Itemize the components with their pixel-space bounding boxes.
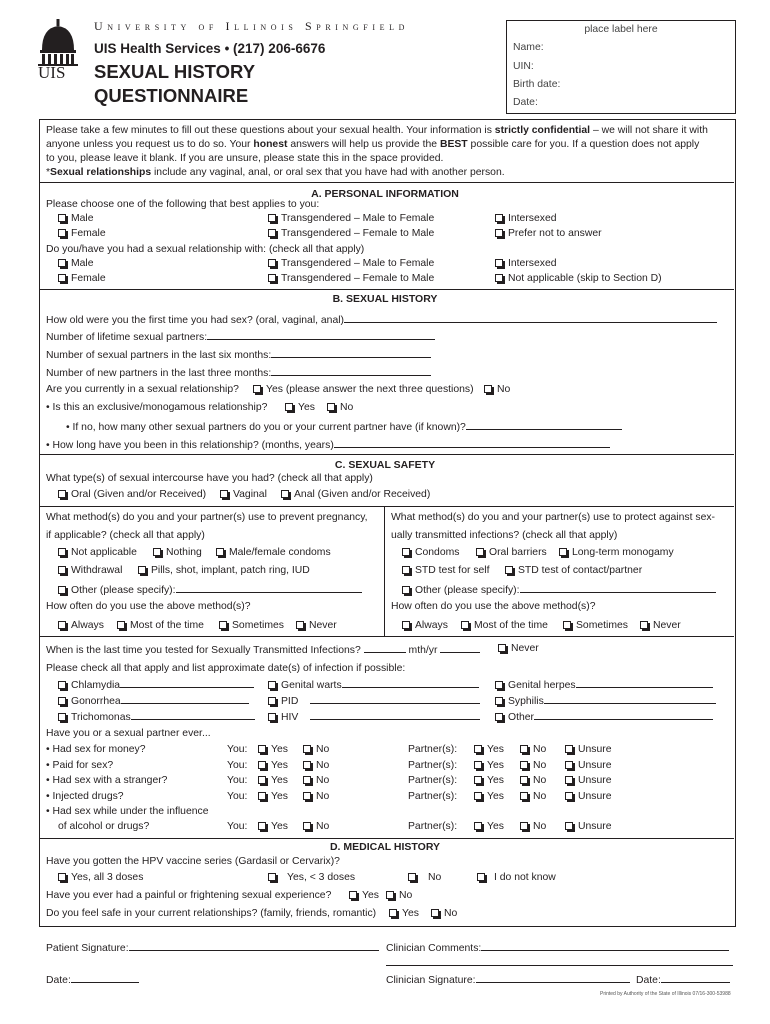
- c-prevent-nothing[interactable]: Nothing: [153, 547, 202, 559]
- ever-item-3: • Injected drugs?: [46, 791, 124, 802]
- ever-partner-yes-2[interactable]: Yes: [474, 775, 504, 787]
- section-d-title: D. MEDICAL HISTORY: [329, 841, 441, 853]
- label-uin: UIN:: [513, 61, 534, 72]
- c-inf-syphilis[interactable]: Syphilis: [495, 694, 716, 708]
- c-prevent-other[interactable]: Other (please specify):: [58, 583, 362, 597]
- ever-you-yes-3[interactable]: Yes: [258, 791, 288, 803]
- ever-partner-label-3: Partner(s):: [408, 791, 458, 802]
- a-q1-prefer-not[interactable]: Prefer not to answer: [495, 228, 602, 240]
- ever-item-4-line2: of alcohol or drugs?: [58, 821, 150, 832]
- ever-you-label-1: You:: [227, 760, 248, 771]
- intro-line3: to you, please leave it blank. If you are unsure, please state this in the space provided.: [46, 153, 444, 164]
- c-inf-genital-warts[interactable]: Genital warts: [268, 678, 479, 692]
- b-q1[interactable]: How old were you the first time you had sex? (oral, vaginal, anal): [46, 313, 717, 327]
- a-q1-trans-mtf[interactable]: Transgendered – Male to Female: [268, 213, 434, 225]
- label-name: Name:: [513, 42, 544, 53]
- ever-partner-no-2[interactable]: No: [520, 775, 546, 787]
- ever-item-2: • Had sex with a stranger?: [46, 775, 168, 786]
- c-prevent-condoms[interactable]: Male/female condoms: [216, 547, 331, 559]
- ever-partner-unsure-4[interactable]: Unsure: [565, 821, 612, 833]
- c-sti-test-never[interactable]: Never: [498, 643, 539, 655]
- a-q2-not-applicable[interactable]: Not applicable (skip to Section D): [495, 273, 662, 285]
- c-sti-q2: ually transmitted infections? (check all that apply): [391, 530, 618, 541]
- c-q1-oral[interactable]: Oral (Given and/or Received): [58, 489, 206, 501]
- ever-partner-label-0: Partner(s):: [408, 744, 458, 755]
- section-c-title: C. SEXUAL SAFETY: [334, 459, 436, 471]
- b-q4[interactable]: Number of new partners in the last three months:: [46, 366, 431, 380]
- d-q3-yes[interactable]: Yes: [389, 908, 419, 920]
- d-q3-no[interactable]: No: [431, 908, 457, 920]
- c-inf-trichomonas[interactable]: Trichomonas: [58, 710, 255, 724]
- ever-partner-no-1[interactable]: No: [520, 760, 546, 772]
- a-q1-male[interactable]: Male: [58, 213, 94, 225]
- ever-you-label-4: You:: [227, 821, 248, 832]
- ever-you-no-1[interactable]: No: [303, 760, 329, 772]
- university-name: University of Illinois Springfield: [94, 19, 409, 33]
- ever-partner-yes-0[interactable]: Yes: [474, 744, 504, 756]
- c-sti-often-q: How often do you use the above method(s)?: [391, 601, 596, 612]
- ever-item-4: • Had sex while under the influence: [46, 806, 209, 817]
- c-sti-never[interactable]: Never: [640, 620, 681, 632]
- logo-text: UIS: [38, 63, 66, 82]
- c-sti-q: What method(s) do you and your partner(s) use to protect against sex-: [391, 512, 715, 523]
- c-prevent-often-q: How often do you use the above method(s)?: [46, 601, 251, 612]
- ever-you-label-0: You:: [227, 744, 248, 755]
- ever-you-no-4[interactable]: No: [303, 821, 329, 833]
- ever-item-1: • Paid for sex?: [46, 760, 114, 771]
- b-q3[interactable]: Number of sexual partners in the last six months:: [46, 348, 431, 362]
- ever-you-yes-4[interactable]: Yes: [258, 821, 288, 833]
- a-q2-intersexed[interactable]: Intersexed: [495, 258, 557, 270]
- d-q2: Have you ever had a painful or frightening sexual experience?: [46, 890, 332, 901]
- ever-partner-yes-4[interactable]: Yes: [474, 821, 504, 833]
- page-title-line1: SEXUAL HISTORY: [94, 61, 256, 82]
- ever-you-yes-2[interactable]: Yes: [258, 775, 288, 787]
- a-q1-intersexed[interactable]: Intersexed: [495, 213, 557, 225]
- c-inf-chlamydia[interactable]: Chlamydia: [58, 678, 254, 692]
- ever-partner-unsure-0[interactable]: Unsure: [565, 744, 612, 756]
- ever-partner-no-4[interactable]: No: [520, 821, 546, 833]
- c-sti-monogamy[interactable]: Long-term monogamy: [559, 547, 674, 559]
- ever-item-0: • Had sex for money?: [46, 744, 146, 755]
- c-sti-oral-barriers[interactable]: Oral barriers: [476, 547, 547, 559]
- d-q2-yes[interactable]: Yes: [349, 890, 379, 902]
- ever-partner-no-3[interactable]: No: [520, 791, 546, 803]
- c-sti-always[interactable]: Always: [402, 620, 448, 632]
- clinician-comments-line2[interactable]: [386, 965, 733, 966]
- c-sti-condoms[interactable]: Condoms: [402, 547, 459, 559]
- c-prevent-not-applicable[interactable]: Not applicable: [58, 547, 137, 559]
- intro-line2: anyone unless you request us to do so. Your honest answers will help us provide the BEST possible care for you. If a question does not apply: [46, 139, 700, 150]
- c-ever-q: Have you or a sexual partner ever...: [46, 728, 211, 739]
- b-q6: • Is this an exclusive/monogamous relationship?: [46, 402, 268, 413]
- label-box: [506, 20, 736, 114]
- d-q1-no[interactable]: No: [408, 872, 441, 884]
- c-inf-other[interactable]: Other: [495, 710, 713, 724]
- a-q1-female[interactable]: Female: [58, 228, 106, 240]
- c-prevent-most[interactable]: Most of the time: [117, 620, 204, 632]
- c-prevent-always[interactable]: Always: [58, 620, 104, 632]
- ever-you-yes-1[interactable]: Yes: [258, 760, 288, 772]
- intro-line4: *Sexual relationships include any vaginal, anal, or oral sex that you have had with another person.: [46, 167, 505, 178]
- b-q7[interactable]: • If no, how many other sexual partners do you or your current partner have (if known)?: [66, 420, 622, 434]
- section-a-title: A. PERSONAL INFORMATION: [311, 188, 459, 200]
- b-q6-no[interactable]: No: [327, 402, 353, 414]
- c-sti-test-partner[interactable]: STD test of contact/partner: [505, 565, 642, 577]
- a-q2-trans-ftm[interactable]: Transgendered – Female to Male: [268, 273, 434, 285]
- ever-you-no-3[interactable]: No: [303, 791, 329, 803]
- d-q1-dont-know[interactable]: I do not know: [477, 872, 556, 884]
- ever-you-label-2: You:: [227, 775, 248, 786]
- printed-note: Printed by Authority of the State of Illinois 07/16-300-53988: [600, 991, 731, 997]
- ever-partner-unsure-3[interactable]: Unsure: [565, 791, 612, 803]
- ever-partner-label-4: Partner(s):: [408, 821, 458, 832]
- clinician-signature-field[interactable]: Clinician Signature:: [386, 973, 630, 987]
- label-date: Date:: [513, 97, 538, 108]
- c-sti-other[interactable]: Other (please specify):: [402, 583, 716, 597]
- c-sti-test-self[interactable]: STD test for self: [402, 565, 490, 577]
- ever-you-label-3: You:: [227, 791, 248, 802]
- clinician-comments-field[interactable]: Clinician Comments:: [386, 941, 729, 955]
- d-q1-less3[interactable]: Yes, < 3 doses: [268, 872, 355, 884]
- c-sti-sometimes[interactable]: Sometimes: [563, 620, 628, 632]
- label-hint: place label here: [584, 24, 658, 35]
- c-prevent-sometimes[interactable]: Sometimes: [219, 620, 284, 632]
- b-q5: Are you currently in a sexual relationship?: [46, 384, 239, 395]
- c-prevent-withdrawal[interactable]: Withdrawal: [58, 565, 122, 577]
- c-infection-q: Please check all that apply and list approximate date(s) of infection if possible:: [46, 663, 406, 674]
- c-prevent-q: What method(s) do you and your partner(s) use to prevent pregnancy,: [46, 512, 368, 523]
- d-q1-all3[interactable]: Yes, all 3 doses: [58, 872, 143, 884]
- uis-logo: [36, 18, 80, 80]
- section-b-title: B. SEXUAL HISTORY: [332, 293, 438, 305]
- a-q1-trans-ftm[interactable]: Transgendered – Female to Male: [268, 228, 434, 240]
- ever-partner-no-0[interactable]: No: [520, 744, 546, 756]
- b-q2[interactable]: Number of lifetime sexual partners:: [46, 330, 435, 344]
- d-q3: Do you feel safe in your current relationships? (family, friends, romantic): [46, 908, 377, 919]
- ever-partner-yes-1[interactable]: Yes: [474, 760, 504, 772]
- c-prevent-q2: if applicable? (check all that apply): [46, 530, 205, 541]
- service-line: UIS Health Services • (217) 206-6676: [94, 41, 326, 56]
- ever-partner-unsure-2[interactable]: Unsure: [565, 775, 612, 787]
- patient-signature-field[interactable]: Patient Signature:: [46, 941, 379, 955]
- c-prevent-pills[interactable]: Pills, shot, implant, patch ring, IUD: [138, 565, 310, 577]
- label-birth-date: Birth date:: [513, 79, 561, 90]
- patient-date-field[interactable]: Date:: [46, 973, 139, 987]
- a-q2: Do you/have you had a sexual relationship with: (check all that apply): [46, 244, 365, 255]
- c-q1-anal[interactable]: Anal (Given and/or Received): [281, 489, 430, 501]
- c-sti-test-q[interactable]: When is the last time you tested for Sexually Transmitted Infections? mth/yr: [46, 643, 480, 657]
- d-q2-no[interactable]: No: [386, 890, 412, 902]
- b-q5-yes[interactable]: Yes (please answer the next three questions): [253, 384, 474, 396]
- c-q1-vaginal[interactable]: Vaginal: [220, 489, 267, 501]
- a-q1: Please choose one of the following that best applies to you:: [46, 199, 320, 210]
- intro-line1: Please take a few minutes to fill out these questions about your sexual health. Your information is strictly confidential – we will not share it with: [46, 125, 708, 136]
- a-q2-male[interactable]: Male: [58, 258, 94, 270]
- a-q2-female[interactable]: Female: [58, 273, 106, 285]
- c-sti-most[interactable]: Most of the time: [461, 620, 548, 632]
- b-q8[interactable]: • How long have you been in this relationship? (months, years): [46, 438, 610, 452]
- ever-you-no-0[interactable]: No: [303, 744, 329, 756]
- b-q6-yes[interactable]: Yes: [285, 402, 315, 414]
- d-q1: Have you gotten the HPV vaccine series (Gardasil or Cervarix)?: [46, 856, 340, 867]
- ever-you-yes-0[interactable]: Yes: [258, 744, 288, 756]
- c-inf-hiv[interactable]: HIV: [268, 710, 480, 724]
- ever-you-no-2[interactable]: No: [303, 775, 329, 787]
- a-q2-trans-mtf[interactable]: Transgendered – Male to Female: [268, 258, 434, 270]
- c-inf-gonorrhea[interactable]: Gonorrhea: [58, 694, 249, 708]
- ever-partner-yes-3[interactable]: Yes: [474, 791, 504, 803]
- b-q5-no[interactable]: No: [484, 384, 510, 396]
- clinician-date-field[interactable]: Date:: [636, 973, 730, 987]
- c-inf-pid[interactable]: PID: [268, 694, 480, 708]
- ever-partner-label-1: Partner(s):: [408, 760, 458, 771]
- c-q1: What type(s) of sexual intercourse have you had? (check all that apply): [46, 473, 373, 484]
- ever-partner-unsure-1[interactable]: Unsure: [565, 760, 612, 772]
- ever-partner-label-2: Partner(s):: [408, 775, 458, 786]
- page-title-line2: QUESTIONNAIRE: [94, 85, 249, 106]
- c-inf-genital-herpes[interactable]: Genital herpes: [495, 678, 713, 692]
- c-prevent-never[interactable]: Never: [296, 620, 337, 632]
